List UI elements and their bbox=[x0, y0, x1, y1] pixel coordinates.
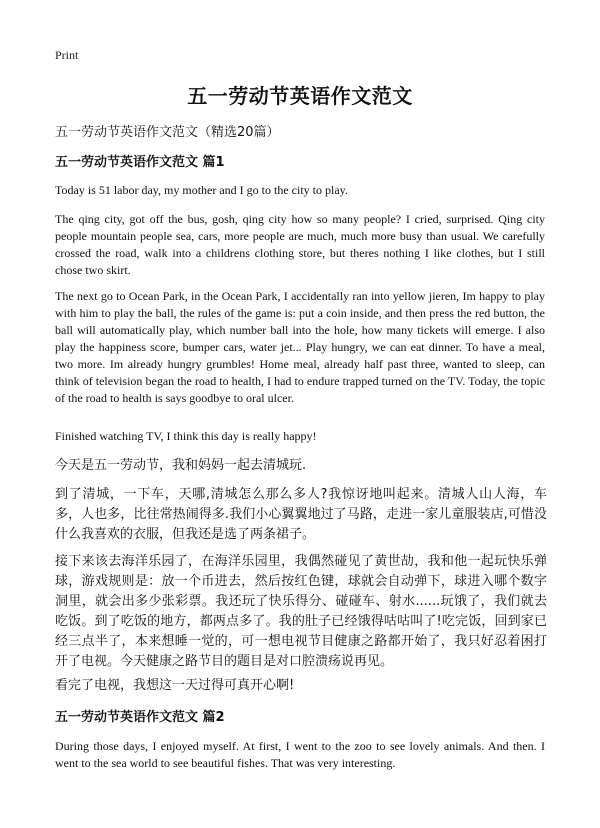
paragraph-zh-4: 看完了电视，我想这一天过得可真开心啊! bbox=[55, 678, 295, 693]
section-2-heading: 五一劳动节英语作文范文 篇2 bbox=[55, 710, 225, 725]
paragraph-en-1: Today is 51 labor day, my mother and I go to the city to play. bbox=[55, 183, 348, 197]
paragraph-zh-1: 今天是五一劳动节，我和妈妈一起去清城玩. bbox=[55, 458, 307, 473]
paragraph-zh-3: 接下来该去海洋乐园了，在海洋乐园里，我偶然碰见了黄世劼，我和他一起玩快乐弹球，游戏规则是：放一个币进去，然后按红色键，球就会自动弹下，球进入哪个数字洞里，就会出多少张彩票。我还玩了快乐得分、碰碰车、射水......玩饿了，我们就去吃饭。到了吃饭的地方，都两点多了。我的肚子已经饿得咕咕叫了!吃完饭，回到家已经三点半了，本来想睡一觉的，可一想电视节目健康之路都开始了，我只好忍着困打开了电视。今天健康之路节目的题目是对口腔溃疡说再见。 bbox=[55, 554, 547, 669]
document-title: 五一劳动节英语作文范文 bbox=[187, 84, 413, 108]
print-label[interactable]: Print bbox=[55, 48, 79, 62]
paragraph-zh-2: 到了清城，一下车，天哪,清城怎么那么多人?我惊讶地叫起来。清城人山人海，车多，人也多，比往常热闹得多.我们小心翼翼地过了马路，走进一家儿童服装店,可惜没什么我喜欢的衣服，但我还是选了两条裙子。 bbox=[55, 487, 547, 542]
paragraph-en-4: Finished watching TV, I think this day is really happy! bbox=[55, 429, 317, 443]
paragraph-en-2: The qing city, got off the bus, gosh, qing city how so many people? I cried, surprised. Qing city people mountain people sea, cars, more people are much, much more busy than usual. We carefully crossed the road, walk into a childrens clothing store, but theres nothing I like clothes, but I still chose two skirt. bbox=[55, 212, 545, 277]
paragraph-en-3: The next go to Ocean Park, in the Ocean Park, I accidentally ran into yellow jieren, Im happy to play with him to play the ball, the rules of the game is: put a coin inside, and then press the red button, the ball will automatically play, which number ball into the hole, how many tickets will emerge. I also play the happiness score, bumper cars, water jet... Play hungry, we can eat dinner. To have a meal, two more. Im already hungry grumbles! Home meal, already half past three, wanted to sleep, can think of television began the road to health, I had to endure trapped turned on the TV. Today, the topic of the road to health is says goodbye to oral ulcer. bbox=[55, 289, 545, 405]
section-1-heading: 五一劳动节英语作文范文 篇1 bbox=[55, 155, 225, 170]
document-subtitle: 五一劳动节英语作文范文（精选20篇） bbox=[55, 125, 280, 140]
paragraph-en-5: During those days, I enjoyed myself. At first, I went to the zoo to see lovely animals. And then. I went to the sea world to see beautiful fishes. That was very interesting. bbox=[55, 739, 545, 770]
